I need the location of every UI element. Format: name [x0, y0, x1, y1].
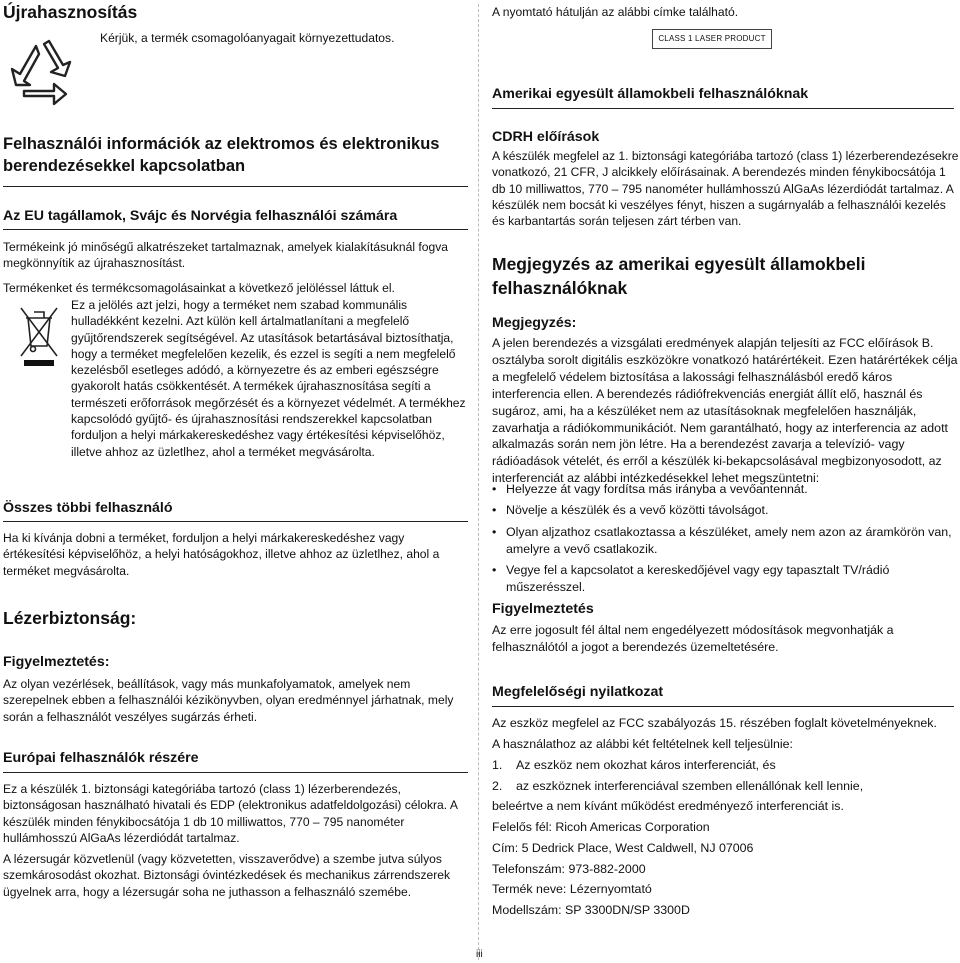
interference-list	[492, 481, 952, 600]
warn-title: Figyelmeztetés	[492, 601, 594, 617]
weee-title: Felhasználói információk az elektromos és elektronikus berendezésekkel kapcsolatban	[3, 135, 440, 175]
note-title: Megjegyzés az amerikai egyesült államokbeli felhasználóknak	[492, 254, 866, 298]
condition-2	[492, 778, 952, 795]
list-item: • Vegye fel a kapcsolatot a kereskedőjével vagy egy tapasztalt TV/rádió műszerésszel.	[492, 562, 952, 596]
laser-title: Lézerbiztonság:	[3, 608, 137, 628]
laser-label-box: CLASS 1 LASER PRODUCT	[652, 29, 772, 49]
condition-1-text: Az eszköz nem okozhat káros interferenciát, és	[516, 758, 776, 772]
conformity-p1: Az eszköz megfelel az FCC szabályozás 15. részében foglalt követelményeknek.	[492, 716, 937, 730]
warning-title: Figyelmeztetés:	[3, 654, 110, 670]
cdrh-title: CDRH előírások	[492, 129, 600, 145]
note-subtitle: Megjegyzés:	[492, 315, 577, 331]
eu-users-rule	[3, 772, 468, 773]
eu-p1: Termékeink jó minőségű alkatrészeket tartalmaznak, amelyek kialakításuknál fogva megkönnyítik az újrahasznosítást.	[3, 240, 448, 271]
warning-p: Az olyan vezérlések, beállítások, vagy más munkafolyamatok, amelyek nem szerepelnek ebben a felhasználói kézikönyvben, olyan eredménnyel járhatnak, mely során a felhasználót veszélyes sugárzás érheti.	[3, 677, 454, 724]
cdrh-p: A készülék megfelel az 1. biztonsági kategóriába tartozó (class 1) lézerberendezésekre vonatkozó, 21 CFR, J alcikkely előírásainak. A berendezés minden fénykibocsátója 1 db 10 milliwattos, 770 – 795 nanométer hullámhosszú AlGaAs lézerdiódát tartalmaz. A készülék nem bocsát ki veszélyes fényt, hiszen a sugárnyaláb a felhasználói kezelés és karbantartás során teljesen zárt térben van.	[492, 149, 959, 229]
condition-2-text: az eszköznek interferenciával szemben ellenállónak kell lennie,	[516, 779, 864, 793]
responsible-party: Felelős fél: Ricoh Americas Corporation	[492, 820, 710, 834]
label-intro: A nyomtató hátulján az alábbi címke található.	[492, 5, 739, 19]
model-number: Modellszám: SP 3300DN/SP 3300D	[492, 903, 690, 917]
others-rule	[3, 521, 468, 522]
eu-p2: Termékenket és termékcsomagolásainkat a következő jelöléssel láttuk el.	[3, 281, 395, 295]
list-item: • Helyezze át vagy fordítsa más irányba a vevőantennát.	[492, 481, 952, 498]
eu-users-title: Európai felhasználók részére	[3, 750, 199, 766]
condition-1	[492, 757, 952, 774]
eu-users-p1: Ez a készülék 1. biztonsági kategóriába tartozó (class 1) lézerberendezés, biztonságosan használható hivatali és EDP (elektronikus adatfeldolgozási) célokra. A készülék minden fénykibocsátója 1 db 10 milliwattos, 770 – 795 nanométer hullámhosszú AlGaAs lézerdiódát tartalmaz.	[3, 782, 458, 845]
product-name: Termék neve: Lézernyomtató	[492, 882, 652, 896]
eu-p3: Ez a jelölés azt jelzi, hogy a terméket nem szabad kommunális hulladékként kezelni. Azt külön kell ártalmatlanítani a megfelelő gyűjtőrendszerek segítségével. Az utasítások betartásával biztosíthatja, hogy a terméket megfelelően kezelik, és ezzel is segíti a nem megfelelő kezelésből esetleges adódó, a környezetre és az emberi egészségre gyakorolt hatás csökkentését. A termékek újrahasznosítása segíti a természeti erőforrások megőrzését és a környezet védelmét. A termékhez kapcsolódó gyűjtő- és újrahasznosítási rendszerekkel kapcsolatban forduljon a helyi márkakereskedéshez vagy értékesítési képviselőhöz, illetve ahhoz az üzletlhez, ahol a terméket megvásárolta.	[71, 298, 466, 459]
others-p: Ha ki kívánja dobni a terméket, forduljon a helyi márkakereskedéshez vagy értékesítési képviselőhöz, a helyi hatóságokhoz, illetve ahhoz az üzletlhez, ahol a terméket megvásárolta.	[3, 531, 440, 578]
conformity-title: Megfelelőségi nyilatkozat	[492, 684, 664, 700]
recycle-icon	[8, 38, 80, 108]
note-p: A jelen berendezés a vizsgálati eredmények alapján teljesíti az FCC előírások B. osztályba sorolt digitális eszközökre vonatkozó határértékeit. Ezen határértékek célja a megfelelő védelem biztosítása a lakossági felhasználásból eredő káros interferencia ellen. A berendezés rádiófrekvenciás energiát állít elő, használ és sugároz, ami, ha a készüléket nem az utasításoknak megfelelően használják, zavarhatja a rádiókommunikációt. Nem garantálható, hogy az interferencia az adott alkalmazás során nem jön létre. Ha a berendezést zavarja a televízió- vagy rádióadások vételét, és erről a készülék ki-bekapcsolásával megbizonyosodott, az interferenciát az alábbi intézkedésekkel lehet megszüntetni:	[492, 336, 958, 486]
phone: Telefonszám: 973-882-2000	[492, 862, 646, 876]
recycle-text: Kérjük, a termék csomagolóanyagait környezettudatos.	[100, 31, 395, 45]
page-number: iii	[476, 949, 483, 960]
us-header-rule	[492, 108, 954, 109]
condition-2-number: 2.	[492, 779, 503, 793]
conformity-p2: A használathoz az alábbi két feltételnek kell teljesülnie:	[492, 737, 794, 751]
warn-p: Az erre jogosult fél által nem engedélyezett módosítások megvonhatják a felhasználótól a jogot a berendezés üzemeltetésére.	[492, 623, 894, 654]
eu-users-p2: A lézersugár közvetlenül (vagy közvetetten, visszaverődve) a szembe jutva súlyos szemkárosodást okozhat. Biztonsági óvintézkedések és mechanikus zárrendszerek ügyelnek arra, hogy a lézersugár soha ne juthasson a felhasználó szemébe.	[3, 852, 451, 899]
condition-1-number: 1.	[492, 758, 503, 772]
wheelie-bin-crossed-icon	[17, 302, 61, 368]
us-header: Amerikai egyesült államokbeli felhasználóknak	[492, 86, 809, 102]
list-item: • Olyan aljzathoz csatlakoztassa a készüléket, amely nem azon az áramkörön van, amelyre a vevő csatlakozik.	[492, 524, 952, 558]
condition-2-continued: beleértve a nem kívánt működést eredményező interferenciát is.	[492, 799, 844, 813]
eu-title: Az EU tagállamok, Svájc és Norvégia felhasználói számára	[3, 208, 398, 224]
eu-rule	[3, 229, 468, 230]
address: Cím: 5 Dedrick Place, West Caldwell, NJ 07006	[492, 841, 754, 855]
conformity-rule	[492, 706, 954, 707]
column-divider	[478, 4, 479, 960]
weee-rule	[3, 186, 468, 187]
others-title: Összes többi felhasználó	[3, 500, 173, 516]
list-item: • Növelje a készülék és a vevő közötti távolságot.	[492, 502, 952, 519]
recycle-title: Újrahasznosítás	[3, 2, 138, 22]
